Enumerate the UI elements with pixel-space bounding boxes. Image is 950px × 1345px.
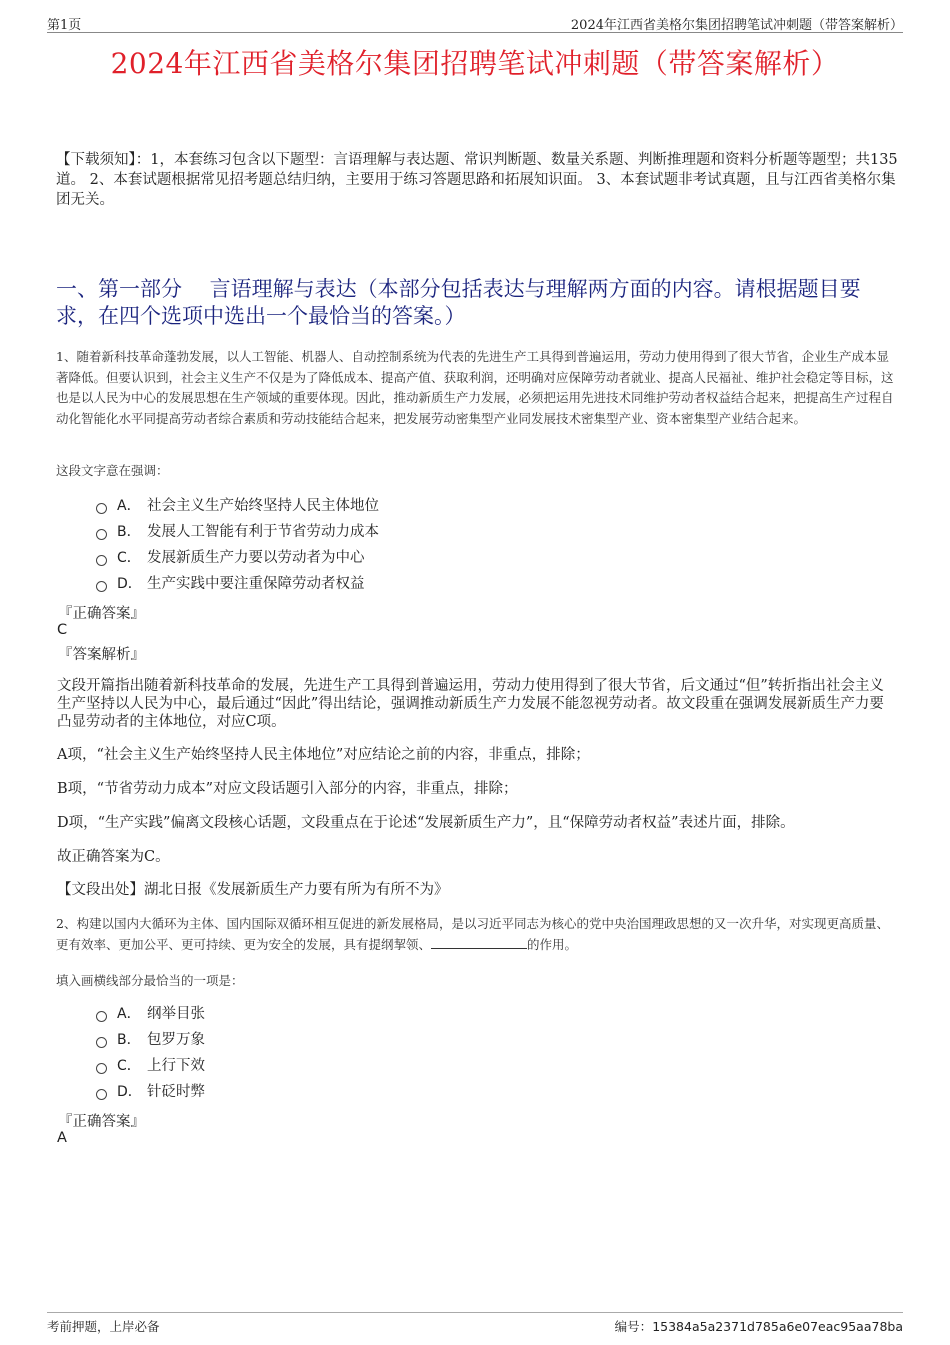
radio-icon[interactable] — [96, 1089, 107, 1100]
analysis-option-b: B项，“节省劳动力成本”对应文段话题引入部分的内容，非重点，排除； — [57, 781, 518, 797]
option-d[interactable]: D． 生产实践中要注重保障劳动者权益 — [96, 571, 596, 597]
radio-icon[interactable] — [96, 1037, 107, 1048]
question-2-stem: 2、构建以国内大循环为主体、国内国际双循环相互促进的新发展格局，是以习近平同志为核心的党中央治国理政思想的又一次升华，对实现更高质量、更有效率、更加公平、更可持续、更为安全的发展，具有提纲挈领、 的作用。 — [56, 916, 889, 952]
fill-blank — [431, 936, 527, 949]
answer-label: 『正确答案』 — [58, 606, 145, 622]
section-title: 一、第一部分 言语理解与表达（本部分包括表达与理解两方面的内容。请根据题目要求，在四个选项中选出一个最恰当的答案。） — [56, 277, 861, 328]
question-2-prompt: 填入画横线部分最恰当的一项是： — [56, 973, 244, 988]
radio-icon[interactable] — [96, 1063, 107, 1074]
analysis-label: 『答案解析』 — [58, 647, 145, 663]
page-footer — [47, 1312, 903, 1335]
analysis-conclusion: 故正确答案为C。 — [57, 849, 170, 865]
download-notice: 【下载须知】：1，本套练习包含以下题型：言语理解与表达题、常识判断题、数量关系题、判断推理题和资料分析题等题型；共135道。 2、本套试题根据常见招考题总结归纳，主要用于练习答题思路和拓展知识面。 3、本套试题非考试真题，且与江西省美格尔集团无关。 — [56, 152, 898, 208]
option-a[interactable]: A． 纲举目张 — [96, 1001, 596, 1027]
question-1-options — [96, 493, 596, 597]
footer-slogan: 考前押题，上岸必备 — [47, 1319, 160, 1334]
header-doc-title: 2024年江西省美格尔集团招聘笔试冲刺题（带答案解析） — [570, 18, 903, 33]
answer-value: C — [57, 622, 68, 638]
option-b[interactable]: B． 发展人工智能有利于节省劳动力成本 — [96, 519, 596, 545]
option-a[interactable]: A． 社会主义生产始终坚持人民主体地位 — [96, 493, 596, 519]
page-header — [47, 12, 903, 33]
question-2-options — [96, 1001, 596, 1105]
analysis-paragraph: 文段开篇指出随着新科技革命的发展，先进生产工具得到普遍运用，劳动力使用得到了很大节省，后文通过“但”转折指出社会主义生产坚持以人民为中心，最后通过“因此”得出结论，强调推动新质生产力发展不能忽视劳动者。故文段重在强调发展新质生产力要凸显劳动者的主体地位，对应C项。 — [57, 678, 884, 730]
radio-icon[interactable] — [96, 503, 107, 514]
option-b[interactable]: B． 包罗万象 — [96, 1027, 596, 1053]
radio-icon[interactable] — [96, 1011, 107, 1022]
question-1-prompt: 这段文字意在强调： — [56, 463, 169, 478]
text-source: 【文段出处】湖北日报《发展新质生产力要有所为有所不为》 — [57, 882, 449, 898]
option-c[interactable]: C． 发展新质生产力要以劳动者为中心 — [96, 545, 596, 571]
analysis-option-a: A项，“社会主义生产始终坚持人民主体地位”对应结论之前的内容，非重点，排除； — [57, 747, 590, 763]
document-code: 编号：15384a5a2371d785a6e07eac95aa78ba — [614, 1319, 903, 1334]
option-d[interactable]: D． 针砭时弊 — [96, 1079, 596, 1105]
radio-icon[interactable] — [96, 555, 107, 566]
radio-icon[interactable] — [96, 581, 107, 592]
document-title: 2024年江西省美格尔集团招聘笔试冲刺题（带答案解析） — [110, 47, 840, 80]
page-number: 第1页 — [47, 18, 82, 33]
answer-label: 『正确答案』 — [58, 1114, 145, 1130]
answer-value: A — [57, 1130, 67, 1146]
question-1-stem: 1、随着新科技革命蓬勃发展，以人工智能、机器人、自动控制系统为代表的先进生产工具得到普遍运用，劳动力使用得到了很大节省，企业生产成本显著降低。但要认识到，社会主义生产不仅是为了降低成本、提高产值、获取利润，还明确对应保障劳动者就业、提高人民福祉、维护社会稳定等目标，这也是以人民为中心的发展思想在生产领域的重要体现。因此，推动新质生产力发展，必须把运用先进技术同维护劳动者权益结合起来，把提高生产过程自动化智能化水平同提高劳动者综合素质和劳动技能结合起来，把发展劳动密集型产业同发展技术密集型产业、资本密集型产业结合起来。 — [56, 349, 894, 426]
analysis-option-d: D项，“生产实践”偏离文段核心话题，文段重点在于论述“发展新质生产力”，且“保障劳动者权益”表述片面，排除。 — [57, 815, 795, 831]
radio-icon[interactable] — [96, 529, 107, 540]
option-c[interactable]: C． 上行下效 — [96, 1053, 596, 1079]
